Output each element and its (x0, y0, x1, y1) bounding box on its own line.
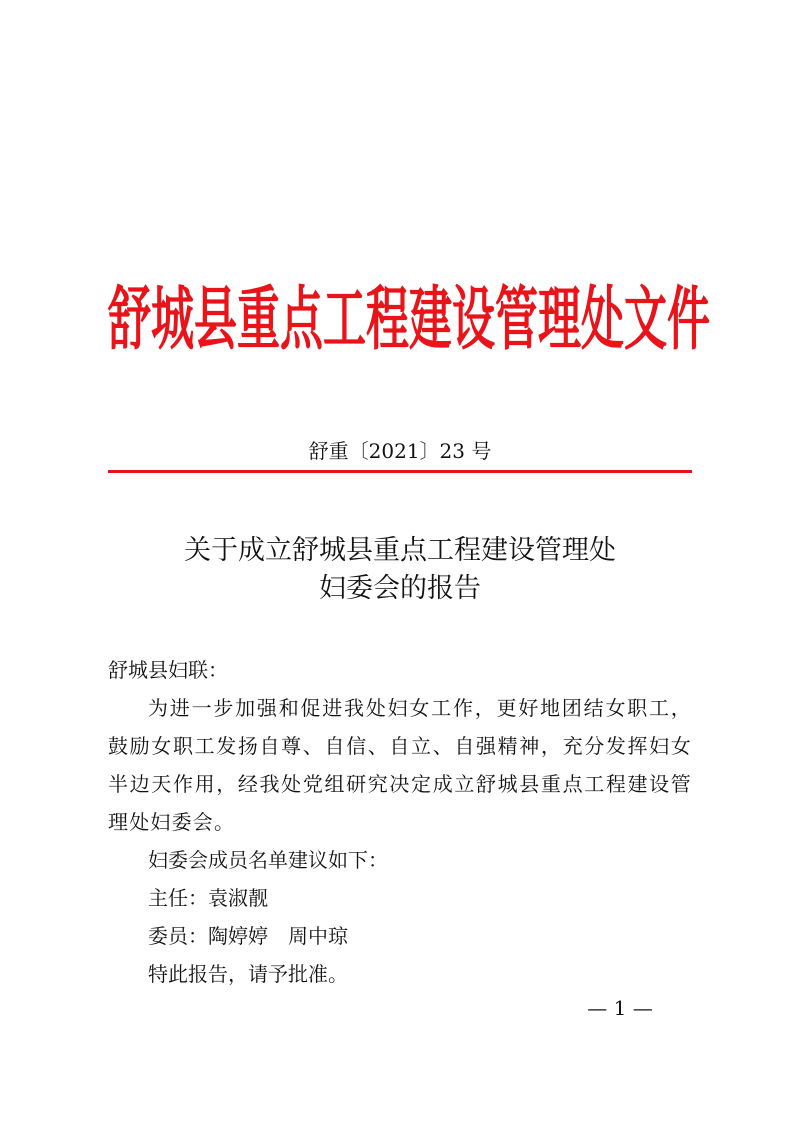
document-title (108, 532, 692, 608)
closing-line: 特此报告，请予批准。 (148, 962, 348, 986)
red-divider-line (108, 470, 692, 473)
addressee: 舒城县妇联： (108, 658, 228, 682)
agency-header-title: 舒城县重点工程建设管理处文件 (108, 280, 710, 360)
document-title-line-2: 妇委会的报告 (319, 573, 481, 604)
document-number: 舒重〔2021〕23 号 (308, 439, 492, 463)
members-line: 委员：陶婷婷 周中琼 (148, 924, 348, 948)
document-body (108, 651, 692, 993)
director-line: 主任：袁淑靓 (148, 886, 268, 910)
members-intro: 妇委会成员名单建议如下： (148, 848, 388, 872)
document-title-line-1: 关于成立舒城县重点工程建设管理处 (184, 535, 616, 566)
body-paragraph: 为进一步加强和促进我处妇女工作，更好地团结女职工，鼓励女职工发扬自尊、自信、自立、自强精神，充分发挥妇女半边天作用，经我处党组研究决定成立舒城县重点工程建设管理处妇委会。 (108, 696, 692, 834)
page-number: — 1 — (587, 996, 653, 1020)
